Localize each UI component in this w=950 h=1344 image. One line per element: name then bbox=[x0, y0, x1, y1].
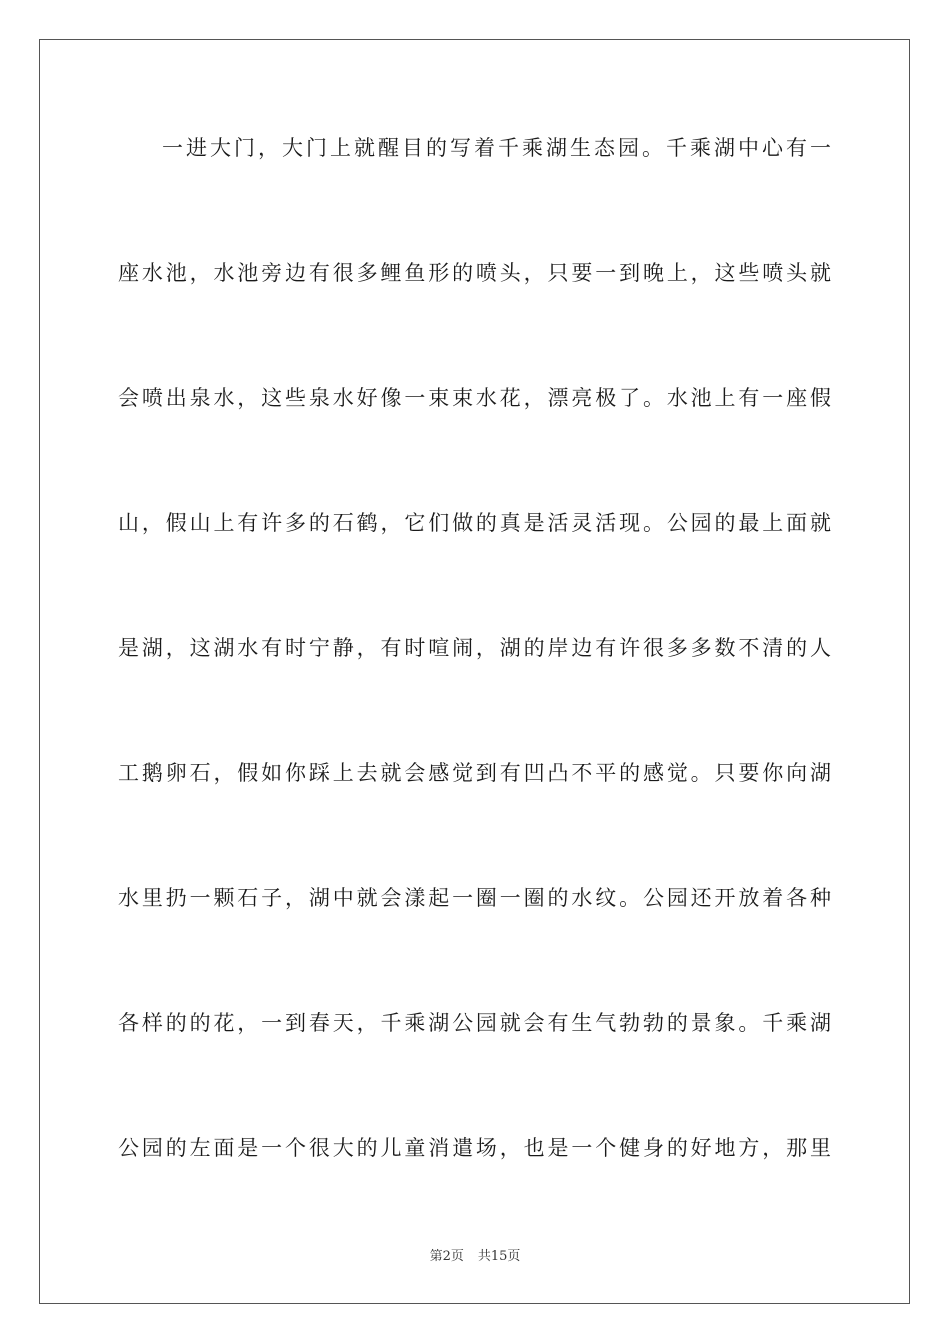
current-page-number: 第2页 bbox=[429, 1249, 464, 1264]
total-pages: 共15页 bbox=[477, 1249, 521, 1264]
text-line: 一进大门，大门上就醒目的写着千乘湖生态园。千乘湖中心有一 bbox=[162, 136, 831, 160]
page-footer bbox=[0, 1248, 950, 1266]
text-line: 公园的左面是一个很大的儿童消遣场，也是一个健身的好地方，那里 bbox=[118, 1136, 831, 1160]
text-line: 工鹅卵石，假如你踩上去就会感觉到有凹凸不平的感觉。只要你向湖 bbox=[118, 761, 831, 785]
text-line: 座水池，水池旁边有很多鲤鱼形的喷头，只要一到晚上，这些喷头就 bbox=[118, 261, 831, 285]
text-line: 山，假山上有许多的石鹤，它们做的真是活灵活现。公园的最上面就 bbox=[118, 511, 831, 535]
text-line: 是湖，这湖水有时宁静，有时喧闹，湖的岸边有许很多多数不清的人 bbox=[118, 636, 831, 660]
body-text bbox=[118, 132, 831, 1257]
text-line: 会喷出泉水，这些泉水好像一束束水花，漂亮极了。水池上有一座假 bbox=[118, 386, 831, 410]
text-line: 各样的的花，一到春天，千乘湖公园就会有生气勃勃的景象。千乘湖 bbox=[118, 1011, 831, 1035]
text-line: 水里扔一颗石子，湖中就会漾起一圈一圈的水纹。公园还开放着各种 bbox=[118, 886, 831, 910]
